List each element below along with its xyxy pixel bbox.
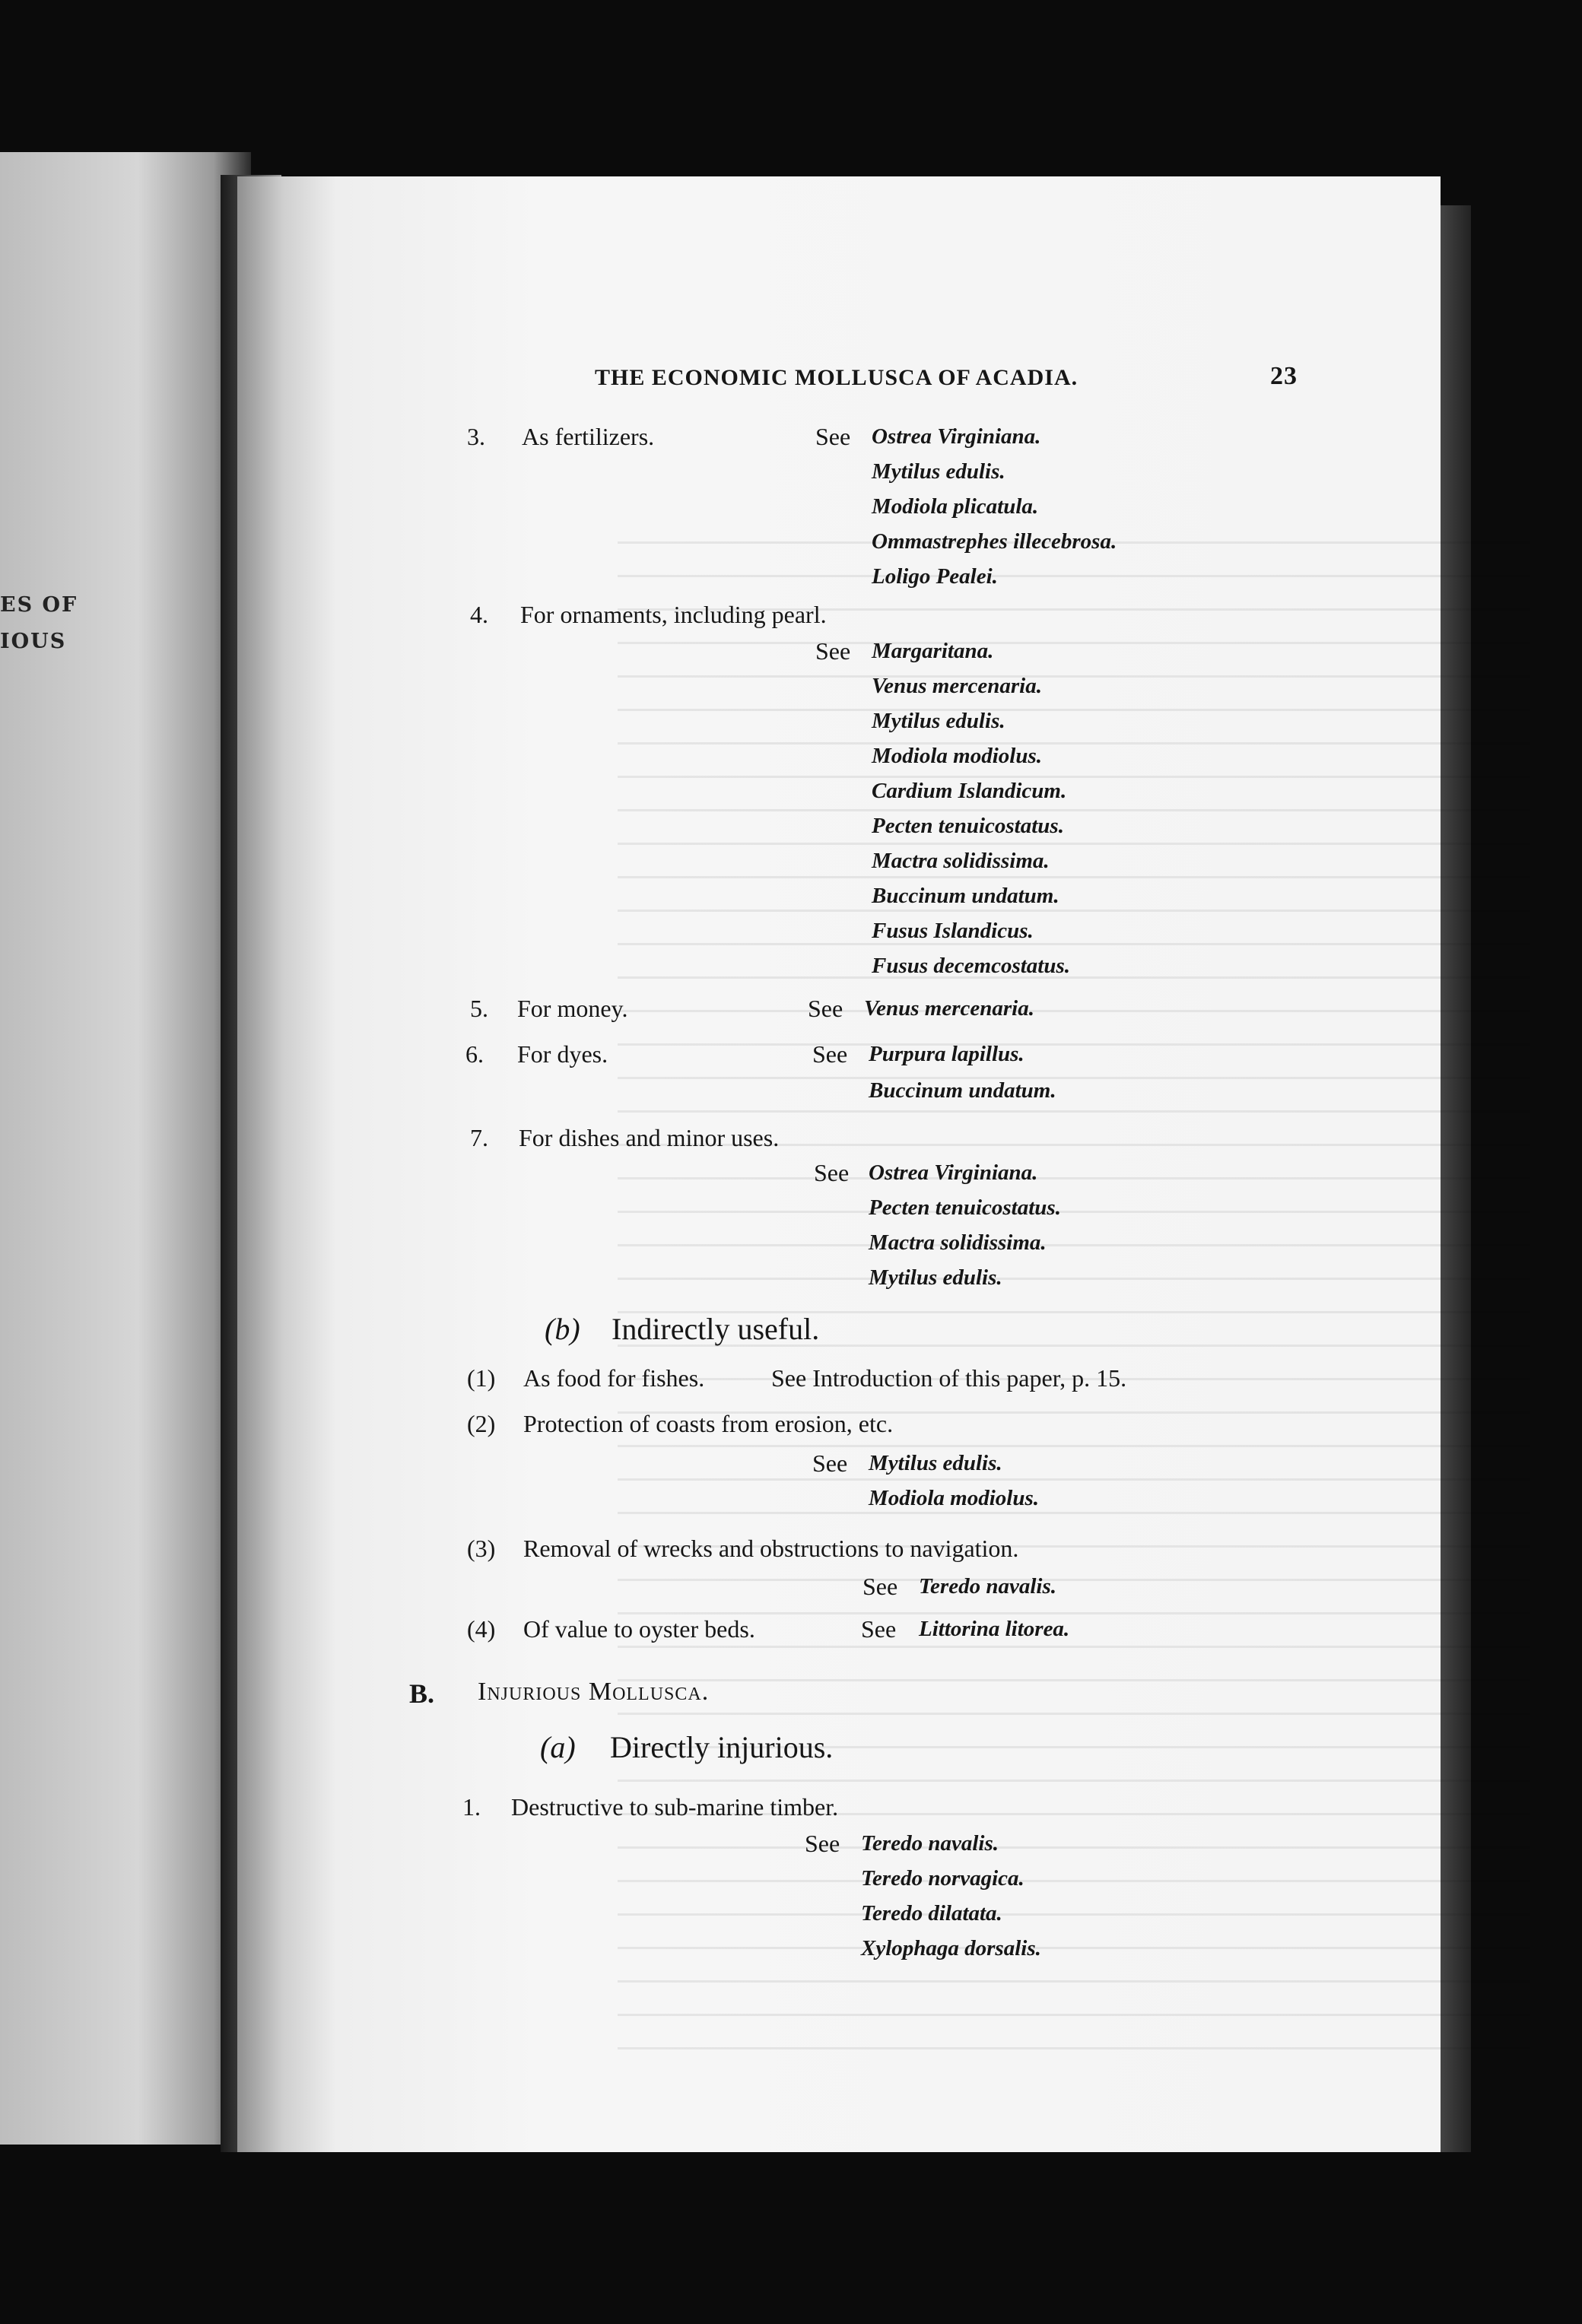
species-name: Teredo navalis.	[919, 1574, 1056, 1599]
section-heading: Injurious Mollusca.	[478, 1678, 710, 1706]
species-name: Modiola plicatula.	[872, 494, 1039, 519]
see-label: See	[812, 1449, 848, 1477]
item-number: 5.	[470, 995, 488, 1022]
species-name: Mactra solidissima.	[869, 1230, 1047, 1255]
species-name: Cardium Islandicum.	[872, 779, 1067, 803]
running-title: THE ECONOMIC MOLLUSCA OF ACADIA.	[595, 365, 1078, 390]
species-name: Loligo Pealei.	[872, 564, 998, 589]
see-label: See	[808, 995, 843, 1022]
see-label: See	[815, 423, 851, 450]
item-number: (2)	[467, 1410, 496, 1437]
see-label: See	[812, 1040, 848, 1068]
species-name: Mytilus edulis.	[869, 1451, 1002, 1475]
species-name: Littorina litorea.	[919, 1617, 1070, 1641]
section-letter: B.	[409, 1678, 435, 1709]
species-name: Margaritana.	[872, 639, 994, 663]
book-page	[237, 176, 1441, 2152]
species-name: Buccinum undatum.	[869, 1078, 1056, 1103]
item-label: For ornaments, including pearl.	[520, 601, 827, 628]
item-label: Removal of wrecks and obstructions to navigation.	[523, 1535, 1019, 1562]
subheading: Directly injurious.	[610, 1730, 834, 1764]
species-name: Ostrea Virginiana.	[872, 424, 1041, 449]
item-label: As food for fishes.	[523, 1364, 705, 1392]
item-number: 4.	[470, 601, 488, 628]
species-name: Teredo norvagica.	[861, 1866, 1024, 1891]
page-number: 23	[1270, 362, 1298, 390]
species-name: Mytilus edulis.	[872, 709, 1005, 733]
see-label: See	[815, 637, 851, 665]
species-name: Mytilus edulis.	[872, 459, 1005, 484]
species-name: Mytilus edulis.	[869, 1265, 1002, 1290]
species-name: Modiola modiolus.	[872, 744, 1042, 768]
item-number: 6.	[465, 1040, 484, 1068]
species-name: Ostrea Virginiana.	[869, 1160, 1038, 1185]
item-label: For dishes and minor uses.	[519, 1124, 780, 1151]
subheading-letter: (b)	[545, 1312, 580, 1346]
see-label: See	[862, 1573, 898, 1600]
item-label: Of value to oyster beds.	[523, 1615, 755, 1643]
left-page	[0, 152, 251, 2145]
see-label: See	[814, 1159, 850, 1186]
species-name: Pecten tenuicostatus.	[872, 814, 1064, 838]
item-label: Destructive to sub-marine timber.	[511, 1793, 839, 1821]
item-number: (3)	[467, 1535, 496, 1562]
subheading-letter: (a)	[540, 1730, 576, 1764]
species-name: Purpura lapillus.	[869, 1042, 1024, 1066]
item-label: For money.	[517, 995, 628, 1022]
species-name: Ommastrephes illecebrosa.	[872, 529, 1117, 554]
item-number: (1)	[467, 1364, 496, 1392]
see-label: See	[861, 1615, 897, 1643]
species-name: Modiola modiolus.	[869, 1486, 1039, 1510]
species-name: Venus mercenaria.	[864, 996, 1034, 1021]
item-number: (4)	[467, 1615, 496, 1643]
species-name: Teredo navalis.	[861, 1831, 999, 1856]
item-label: For dyes.	[517, 1040, 608, 1068]
species-name: Xylophaga dorsalis.	[861, 1936, 1041, 1960]
subheading: Indirectly useful.	[612, 1312, 820, 1346]
show-through	[618, 541, 1530, 2062]
species-name: Fusus decemcostatus.	[872, 954, 1071, 978]
species-name: Pecten tenuicostatus.	[869, 1195, 1061, 1220]
item-number: 1.	[462, 1793, 481, 1821]
left-page-fragment: IOUS	[0, 630, 67, 653]
species-name: Fusus Islandicus.	[872, 919, 1034, 943]
item-number: 7.	[470, 1124, 488, 1151]
species-name: Buccinum undatum.	[872, 884, 1059, 908]
item-reference: See Introduction of this paper, p. 15.	[771, 1364, 1127, 1392]
species-name: Teredo dilatata.	[861, 1901, 1002, 1926]
species-name: Mactra solidissima.	[872, 849, 1050, 873]
left-page-fragment: ES OF	[0, 593, 78, 617]
species-name: Venus mercenaria.	[872, 674, 1042, 698]
item-number: 3.	[467, 423, 485, 450]
item-label: As fertilizers.	[522, 423, 655, 450]
see-label: See	[805, 1830, 840, 1857]
item-label: Protection of coasts from erosion, etc.	[523, 1410, 894, 1437]
